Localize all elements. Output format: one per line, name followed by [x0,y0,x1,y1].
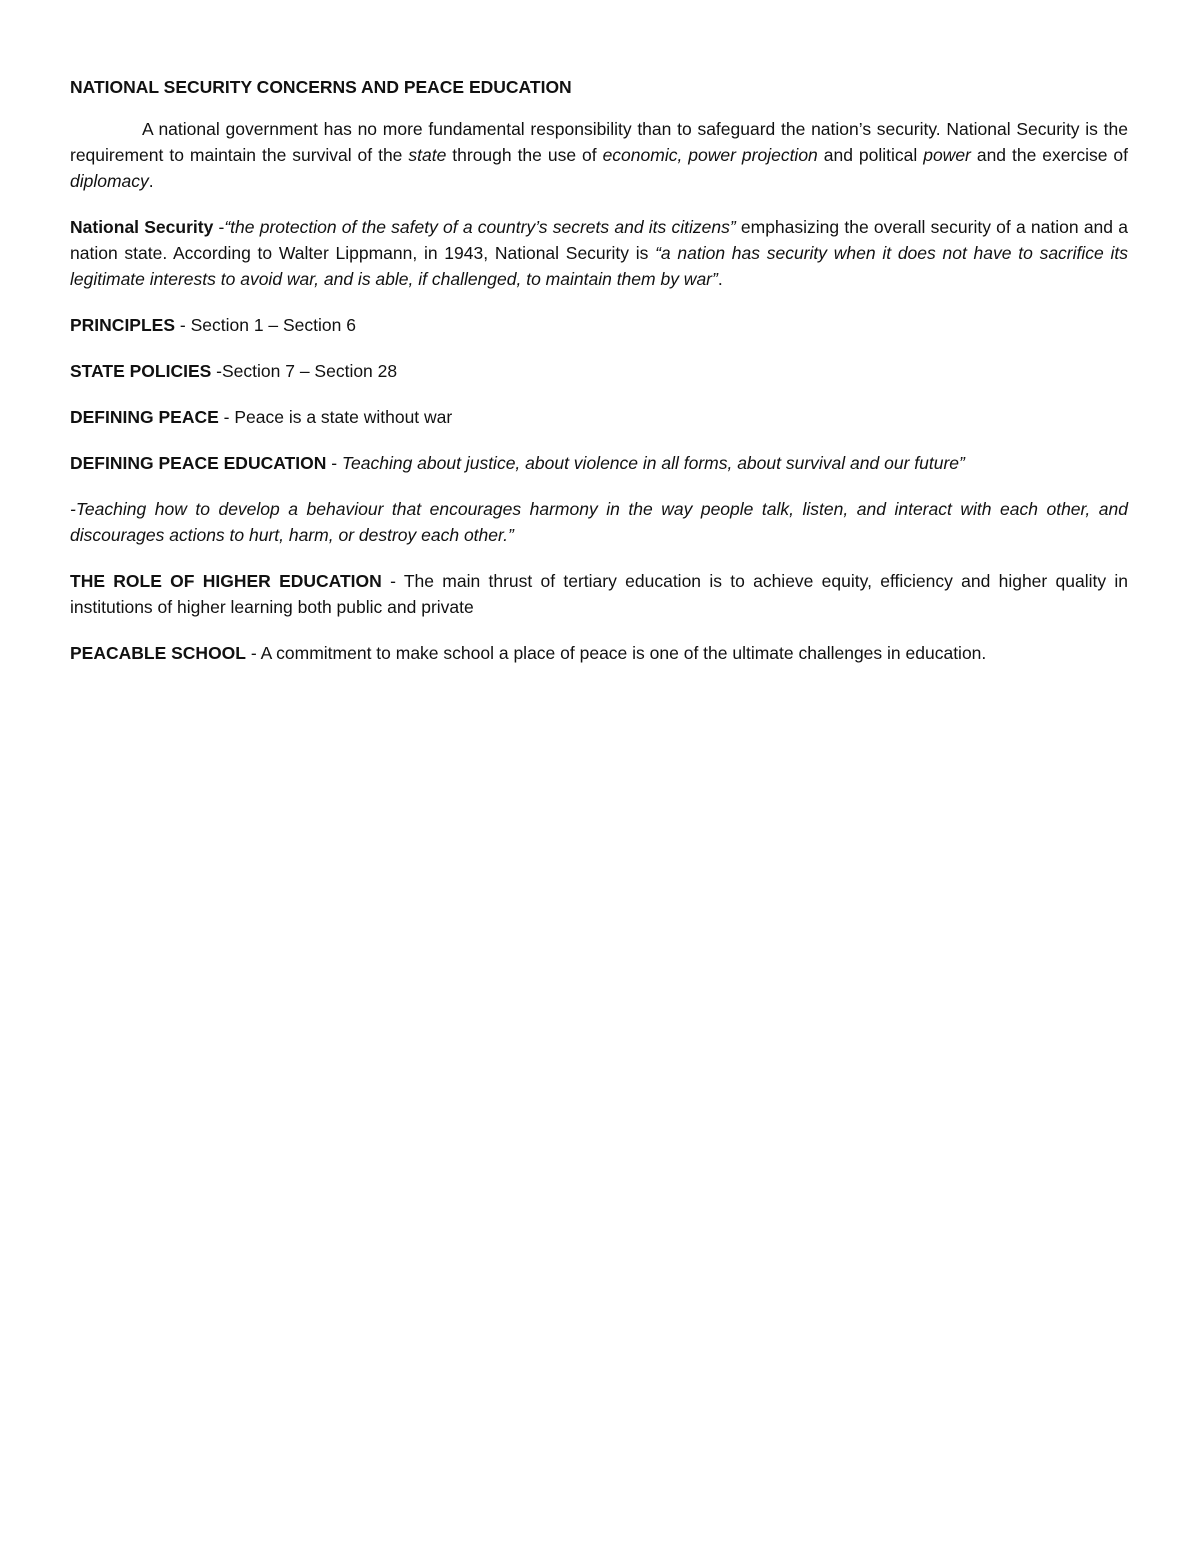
peacable-school-paragraph [70,640,1128,666]
defining-peace-term: DEFINING PEACE [70,407,219,427]
intro-italic-economic: economic, power projection [602,145,818,165]
defining-peace-education-sep: - [326,453,342,473]
peace-education-continuation-paragraph [70,496,1128,548]
intro-italic-diplomacy: diplomacy [70,171,149,191]
national-security-term: National Security [70,217,214,237]
national-security-quote-2: “a nation has security when it does not have to sacrifice its legitimate interests to avoid war, and is able, if challenged, to maintain them by war” [70,243,1128,289]
state-policies-paragraph [70,358,1128,384]
intro-text-3: and political [817,145,924,165]
defining-peace-education-paragraph [70,450,1128,476]
intro-italic-state: state [408,145,447,165]
intro-italic-power: power [923,145,971,165]
intro-text-1: A national government has no more fundamental responsibility than to safeguard the nation’s security. National Security is the requirement to maintain the survival of the [70,119,1128,165]
state-policies-text: -Section 7 – Section 28 [211,361,398,381]
defining-peace-text: - Peace is a state without war [218,407,453,427]
higher-education-paragraph [70,568,1128,620]
principles-text: - Section 1 – Section 6 [175,315,356,335]
national-security-text: emphasizing the overall security of a nation and a nation state. According to Walter Lippmann, in 1943, National Security is [70,217,1128,263]
state-policies-term: STATE POLICIES [70,361,212,381]
defining-peace-education-definition: Teaching about justice, about violence in all forms, about survival and our future” [341,453,965,473]
national-security-paragraph [70,214,1128,292]
defining-peace-education-term: DEFINING PEACE EDUCATION [70,453,327,473]
national-security-sep: - [213,217,225,237]
higher-education-term: THE ROLE OF HIGHER EDUCATION [70,571,382,591]
document-title: NATIONAL SECURITY CONCERNS AND PEACE EDUCATION [70,77,572,97]
document-page [70,76,1128,686]
principles-paragraph [70,312,1128,338]
defining-peace-paragraph [70,404,1128,430]
national-security-end: . [717,269,723,289]
higher-education-text: - The main thrust of tertiary education is to achieve equity, efficiency and higher quality in institutions of higher learning both public and private [70,571,1128,617]
intro-paragraph [70,116,1128,194]
peacable-school-term: PEACABLE SCHOOL [70,643,246,663]
principles-term: PRINCIPLES [70,315,176,335]
peace-education-continuation: -Teaching how to develop a behaviour that encourages harmony in the way people talk, listen, and interact with each other, and discourages actions to hurt, harm, or destroy each other.” [70,499,1128,545]
peacable-school-text: - A commitment to make school a place of peace is one of the ultimate challenges in education. [245,643,987,663]
national-security-quote-1: “the protection of the safety of a country’s secrets and its citizens” [224,217,736,237]
intro-text-5: . [148,171,154,191]
intro-text-4: and the exercise of [970,145,1128,165]
intro-text-2: through the use of [446,145,603,165]
